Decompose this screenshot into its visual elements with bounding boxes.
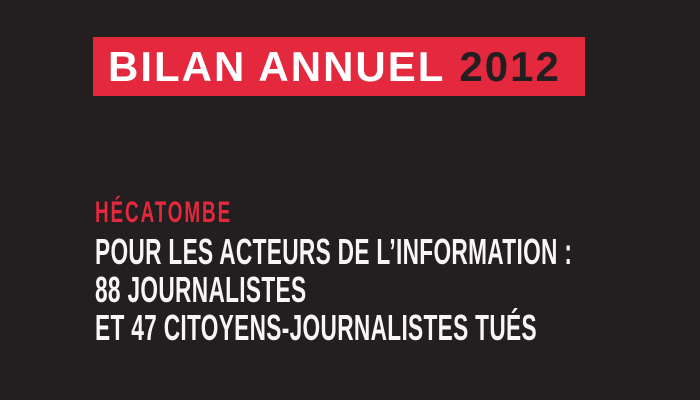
headline-line-3: ET 47 CITOYENS-JOURNALISTES TUÉS [95,307,537,348]
headline-line-2: 88 JOURNALISTES [95,269,307,310]
banner-title: BILAN ANNUEL [108,42,446,90]
headline-kicker: HÉCATOMBE [95,196,233,229]
banner-year: 2012 [459,42,561,90]
annual-report-banner [93,37,585,96]
headline-line-1: POUR LES ACTEURS DE L’INFORMATION : [95,231,573,272]
headline-block [95,196,700,347]
